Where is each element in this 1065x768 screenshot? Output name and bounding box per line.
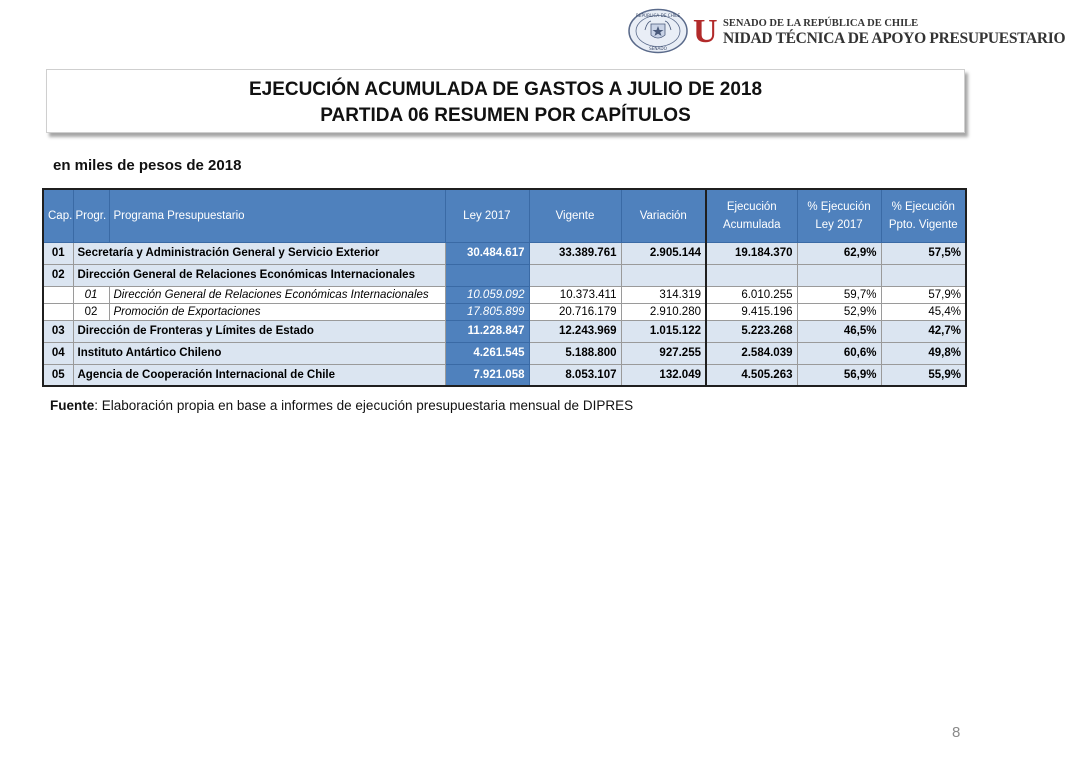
seal-text-top: REPÚBLICA DE CHILE [635,13,681,18]
page-number: 8 [952,724,961,741]
col-header-pct-vigente-line1: % Ejecución [891,200,955,213]
table-row [43,320,966,342]
source-note [50,398,633,413]
cell-ejecucion [706,264,797,286]
cell-vigente: 33.389.761 [529,242,621,264]
cell-cap: 01 [43,242,73,264]
senado-logo [627,8,1065,58]
cell-pct-vigente [881,264,966,286]
cell-ley: 30.484.617 [445,242,529,264]
source-label: Fuente [50,398,95,413]
col-header-ejecucion [706,189,797,242]
cell-ejecucion: 4.505.263 [706,364,797,386]
table-row [43,242,966,264]
cell-ley: 10.059.092 [445,286,529,303]
cell-ley: 7.921.058 [445,364,529,386]
cell-cap [43,286,73,303]
cell-vigente: 5.188.800 [529,342,621,364]
cell-ejecucion: 2.584.039 [706,342,797,364]
cell-pct-ley: 46,5% [797,320,881,342]
source-text: : Elaboración propia en base a informes de ejecución presupuestaria mensual de DIPRES [94,398,634,413]
cell-variacion: 1.015.122 [621,320,706,342]
cell-cap [43,303,73,320]
cell-pct-vigente: 49,8% [881,342,966,364]
cell-pct-ley [797,264,881,286]
table-row [43,303,966,320]
col-header-pct-ley-line2: Ley 2017 [815,218,863,231]
budget-table-wrapper [42,188,965,387]
cell-vigente: 10.373.411 [529,286,621,303]
cell-ley: 11.228.847 [445,320,529,342]
cell-pct-vigente: 57,5% [881,242,966,264]
table-header-row [43,189,966,242]
cell-pct-vigente: 42,7% [881,320,966,342]
cell-programa: Agencia de Cooperación Internacional de Chile [73,364,445,386]
cell-ejecucion: 5.223.268 [706,320,797,342]
col-header-ley: Ley 2017 [445,189,529,242]
cell-pct-ley: 59,7% [797,286,881,303]
budget-table [42,188,967,387]
cell-pct-ley: 60,6% [797,342,881,364]
cell-programa: Promoción de Exportaciones [109,303,445,320]
seal-text-bottom: SENADO [649,46,667,51]
cell-vigente: 8.053.107 [529,364,621,386]
cell-pct-vigente: 57,9% [881,286,966,303]
col-header-pct-vigente [881,189,966,242]
col-header-ejecucion-line1: Ejecución [726,200,777,213]
cell-variacion: 927.255 [621,342,706,364]
cell-ejecucion: 19.184.370 [706,242,797,264]
cell-programa: Dirección de Fronteras y Límites de Estado [73,320,445,342]
units-subtitle: en miles de pesos de 2018 [53,157,242,174]
cell-variacion [621,264,706,286]
cell-ley: 17.805.899 [445,303,529,320]
col-header-pct-ley-line1: % Ejecución [807,200,871,213]
logo-line-senado: SENADO DE LA REPÚBLICA DE CHILE [723,18,919,29]
table-row [43,286,966,303]
title-line-2: PARTIDA 06 RESUMEN POR CAPÍTULOS [320,105,691,126]
col-header-pct-vigente-line2: Ppto. Vigente [888,218,958,231]
cell-cap: 03 [43,320,73,342]
cell-pct-vigente: 45,4% [881,303,966,320]
cell-progr: 01 [73,286,109,303]
col-header-vigente: Vigente [529,189,621,242]
col-header-variacion: Variación [621,189,706,242]
cell-vigente [529,264,621,286]
cell-progr: 02 [73,303,109,320]
col-header-progr: Progr. [73,189,109,242]
cell-ley: 4.261.545 [445,342,529,364]
cell-vigente: 12.243.969 [529,320,621,342]
cell-variacion: 2.905.144 [621,242,706,264]
cell-vigente: 20.716.179 [529,303,621,320]
cell-programa: Dirección General de Relaciones Económicas Internacionales [109,286,445,303]
cell-programa: Instituto Antártico Chileno [73,342,445,364]
col-header-programa: Programa Presupuestario [109,189,445,242]
table-row [43,342,966,364]
table-row [43,364,966,386]
cell-cap: 05 [43,364,73,386]
cell-pct-vigente: 55,9% [881,364,966,386]
cell-variacion: 132.049 [621,364,706,386]
cell-pct-ley: 62,9% [797,242,881,264]
table-row [43,264,966,286]
cell-programa: Dirección General de Relaciones Económicas Internacionales [73,264,445,286]
cell-variacion: 314.319 [621,286,706,303]
cell-ejecucion: 9.415.196 [706,303,797,320]
cell-pct-ley: 52,9% [797,303,881,320]
title-box [46,69,965,133]
logo-letter-u: U [693,13,718,50]
cell-pct-ley: 56,9% [797,364,881,386]
senado-seal-icon [627,8,689,54]
cell-ley [445,264,529,286]
col-header-ejecucion-line2: Acumulada [722,218,781,231]
col-header-pct-ley [797,189,881,242]
cell-cap: 02 [43,264,73,286]
col-header-cap: Cap. [43,189,73,242]
cell-cap: 04 [43,342,73,364]
cell-variacion: 2.910.280 [621,303,706,320]
logo-line-unidad: NIDAD TÉCNICA DE APOYO PRESUPUESTARIO [723,30,1065,47]
cell-programa: Secretaría y Administración General y Servicio Exterior [73,242,445,264]
cell-ejecucion: 6.010.255 [706,286,797,303]
title-line-1: EJECUCIÓN ACUMULADA DE GASTOS A JULIO DE 2018 [248,79,763,100]
